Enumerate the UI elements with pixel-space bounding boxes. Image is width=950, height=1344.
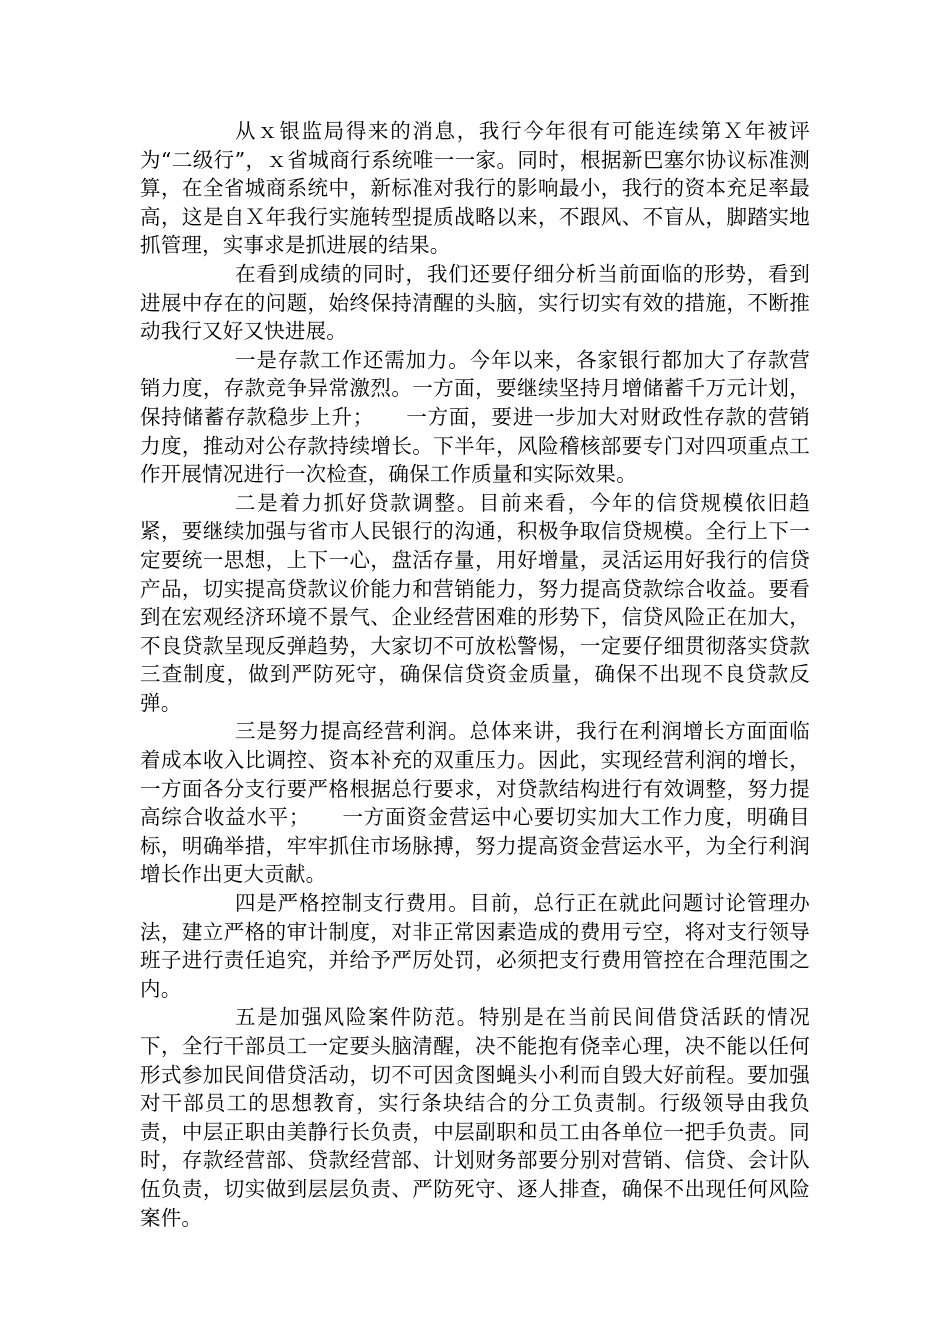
document-body [140, 117, 810, 1232]
paragraph-4: 二是着力抓好贷款调整。目前来看，今年的信贷规模依旧趋紧，要继续加强与省市人民银行的沟通，积极争取信贷规模。全行上下一定要统一思想，上下一心，盘活存量，用好增量，灵活运用好我行的信贷产品，切实提高贷款议价能力和营销能力，努力提高贷款综合收益。要看到在宏观经济环境不景气、企业经营困难的形势下，信贷风险正在加大，不良贷款呈现反弹趋势，大家切不可放松警惕，一定要仔细贯彻落实贷款三查制度，做到严防死守，确保信贷资金质量，确保不出现不良贷款反弹。 [140, 490, 810, 715]
paragraph-1: 从ｘ银监局得来的消息，我行今年很有可能连续第Ｘ年被评为“二级行”，ｘ省城商行系统唯一一家。同时，根据新巴塞尔协议标准测算，在全省城商系统中，新标准对我行的影响最小，我行的资本充足率最高，这是自Ｘ年我行实施转型提质战略以来，不跟风、不盲从，脚踏实地抓管理，实事求是抓进展的结果。 [140, 119, 810, 258]
paragraph-2: 在看到成绩的同时，我们还要仔细分析当前面临的形势，看到进展中存在的问题，始终保持清醒的头脑，实行切实有效的措施，不断推动我行又好又快进展。 [140, 261, 810, 344]
paragraph-6: 四是严格控制支行费用。目前，总行正在就此问题讨论管理办法，建立严格的审计制度，对非正常因素造成的费用亏空，将对支行领导班子进行责任追究，并给予严厉处罚，必须把支行费用管控在合理范围之内。 [140, 891, 810, 1001]
paragraph-5: 三是努力提高经营利润。总体来讲，我行在利润增长方面面临着成本收入比调控、资本补充的双重压力。因此，实现经营利润的增长，一方面各分支行要严格根据总行要求，对贷款结构进行有效调整，努力提高综合收益水平； 一方面资金营运中心要切实加大工作力度，明确目标，明确举措，牢牢抓住市场脉搏，努力提高资金营运水平，为全行利润增长作出更大贡献。 [140, 719, 810, 887]
paragraph-3: 一是存款工作还需加力。今年以来，各家银行都加大了存款营销力度，存款竞争异常激烈。一方面，要继续坚持月增储蓄千万元计划，保持储蓄存款稳步上升； 一方面，要进一步加大对财政性存款的营销力度，推动对公存款持续增长。下半年，风险稽核部要专门对四项重点工作开展情况进行一次检查，确保工作质量和实际效果。 [140, 347, 810, 487]
paragraph-7: 五是加强风险案件防范。特别是在当前民间借贷活跃的情况下，全行干部员工一定要头脑清醒，决不能抱有侥幸心理，决不能以任何形式参加民间借贷活动，切不可因贪图蝇头小利而自毁大好前程。要加强对干部员工的思想教育，实行条块结合的分工负责制。行级领导由我负责，中层正职由美静行长负责，中层副职和员工由各单位一把手负责。同时，存款经营部、贷款经营部、计划财务部要分别对营销、信贷、会计队伍负责，切实做到层层负责、严防死守、逐人排查，确保不出现任何风险案件。 [140, 1005, 810, 1230]
